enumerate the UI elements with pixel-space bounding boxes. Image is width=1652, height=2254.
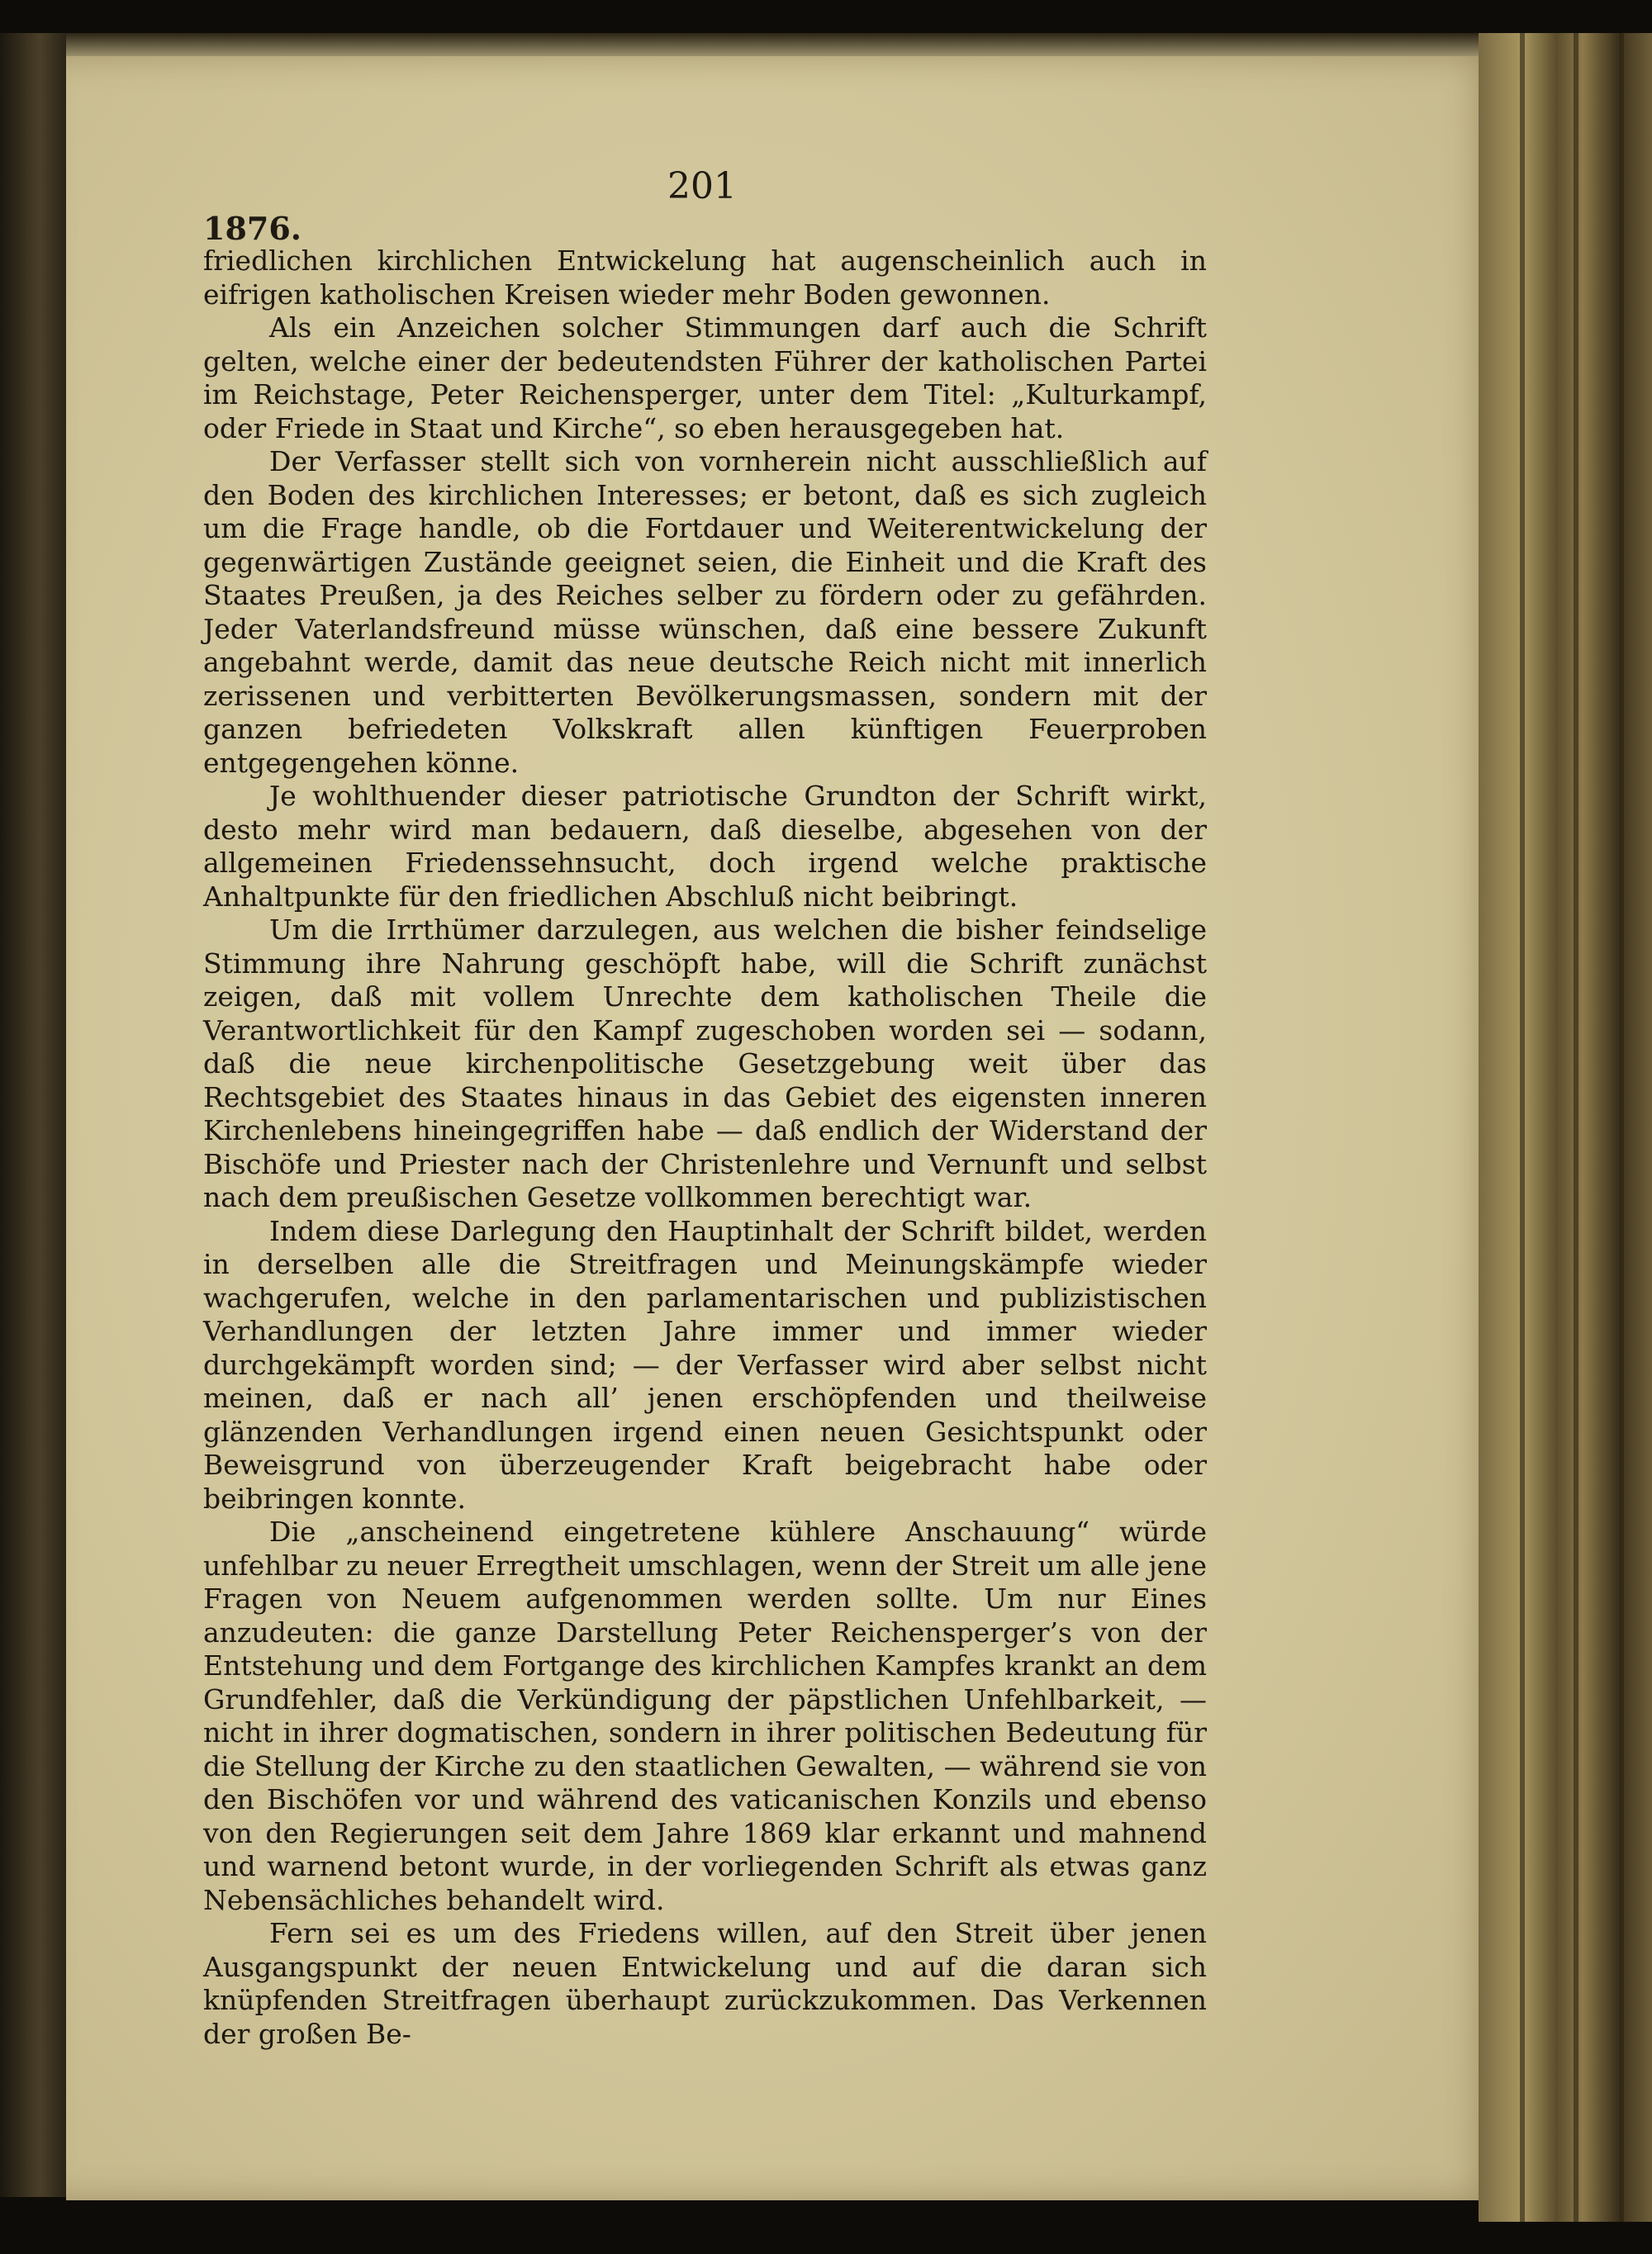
paragraph: Indem diese Darlegung den Hauptinhalt der Schrift bildet, werden in derselben alle die Streitfragen und Meinungskämpfe wieder wachgerufen, welche in den parlamentarischen und publizistischen Verhandlungen der letzten Jahre immer und immer wieder durchgekämpft worden sind; — der Verfasser wird aber selbst nicht meinen, daß er nach all’ jenen erschöpfenden und theilweise glänzenden Verhandlungen irgend einen neuen Gesichtspunkt oder Beweisgrund von überzeugender Kraft beigebracht habe oder beibringen konnte. <box>203 1214 1207 1515</box>
body-text <box>203 244 1207 2051</box>
paragraph: Der Verfasser stellt sich von vornherein nicht ausschließlich auf den Boden des kirchlichen Interesses; er betont, daß es sich zugleich um die Frage handle, ob die Fortdauer und Weiterentwickelung der gegenwärtigen Zustände geeignet seien, die Einheit und die Kraft des Staates Preußen, ja des Reiches selber zu fördern oder zu gefährden. Jeder Vaterlandsfreund müsse wünschen, daß eine bessere Zukunft angebahnt werde, damit das neue deutsche Reich nicht mit innerlich zerissenen und verbitterten Bevölkerungsmassen, sondern mit der ganzen befriedeten Volkskraft allen künftigen Feuerproben entgegengehen könne. <box>203 445 1207 779</box>
gutter-line <box>1619 33 1624 2222</box>
paragraph: Fern sei es um des Friedens willen, auf den Streit über jenen Ausgangspunkt der neuen Entwickelung und auf die daran sich knüpfenden Streitfragen überhaupt zurückzukommen. Das Verkennen der großen Be- <box>203 1917 1207 2050</box>
page-number: 201 <box>667 165 737 207</box>
gutter-line <box>1520 33 1525 2222</box>
paragraph: friedlichen kirchlichen Entwickelung hat augenscheinlich auch in eifrigen katholischen Kreisen wieder mehr Boden gewonnen. <box>203 244 1207 311</box>
paragraph: Die „anscheinend eingetretene kühlere Anschauung“ würde unfehlbar zu neuer Erregtheit umschlagen, wenn der Streit um alle jene Fragen von Neuem aufgenommen werden sollte. Um nur Eines anzudeuten: die ganze Darstellung Peter Reichensperger’s von der Entstehung und dem Fortgange des kirchlichen Kampfes krankt an dem Grundfehler, daß die Verkündigung der päpstlichen Unfehlbarkeit, — nicht in ihrer dogmatischen, sondern in ihrer politischen Bedeutung für die Stellung der Kirche zu den staatlichen Gewalten, — während sie von den Bischöfen vor und während des vaticanischen Konzils und ebenso von den Regierungen seit dem Jahre 1869 klar erkannt und mahnend und warnend betont wurde, in der vorliegenden Schrift als etwas ganz Nebensächliches behandelt wird. <box>203 1516 1207 1916</box>
running-head-year: 1876. <box>203 210 301 247</box>
book-gutter <box>1479 33 1652 2222</box>
paragraph: Je wohlthuender dieser patriotische Grundton der Schrift wirkt, desto mehr wird man bedauern, daß dieselbe, abgesehen von der allgemeinen Friedenssehnsucht, doch irgend welche praktische Anhaltpunkte für den friedlichen Abschluß nicht beibringt. <box>203 780 1207 913</box>
paragraph: Als ein Anzeichen solcher Stimmungen darf auch die Schrift gelten, welche einer der bedeutendsten Führer der katholischen Partei im Reichstage, Peter Reichensperger, unter dem Titel: „Kulturkampf, oder Friede in Staat und Kirche“, so eben herausgegeben hat. <box>203 311 1207 444</box>
paragraph: Um die Irrthümer darzulegen, aus welchen die bisher feindselige Stimmung ihre Nahrung geschöpft habe, will die Schrift zunächst zeigen, daß mit vollem Unrechte dem katholischen Theile die Verantwortlichkeit für den Kampf zugeschoben worden sei — sodann, daß die neue kirchenpolitische Gesetzgebung weit über das Rechtsgebiet des Staates hinaus in das Gebiet des eigensten inneren Kirchenlebens hineingegriffen habe — daß endlich der Widerstand der Bischöfe und Priester nach der Christenlehre und Vernunft und selbst nach dem preußischen Gesetze vollkommen berechtigt war. <box>203 913 1207 1213</box>
left-page-edge <box>0 33 66 2197</box>
gutter-line <box>1574 33 1578 2222</box>
